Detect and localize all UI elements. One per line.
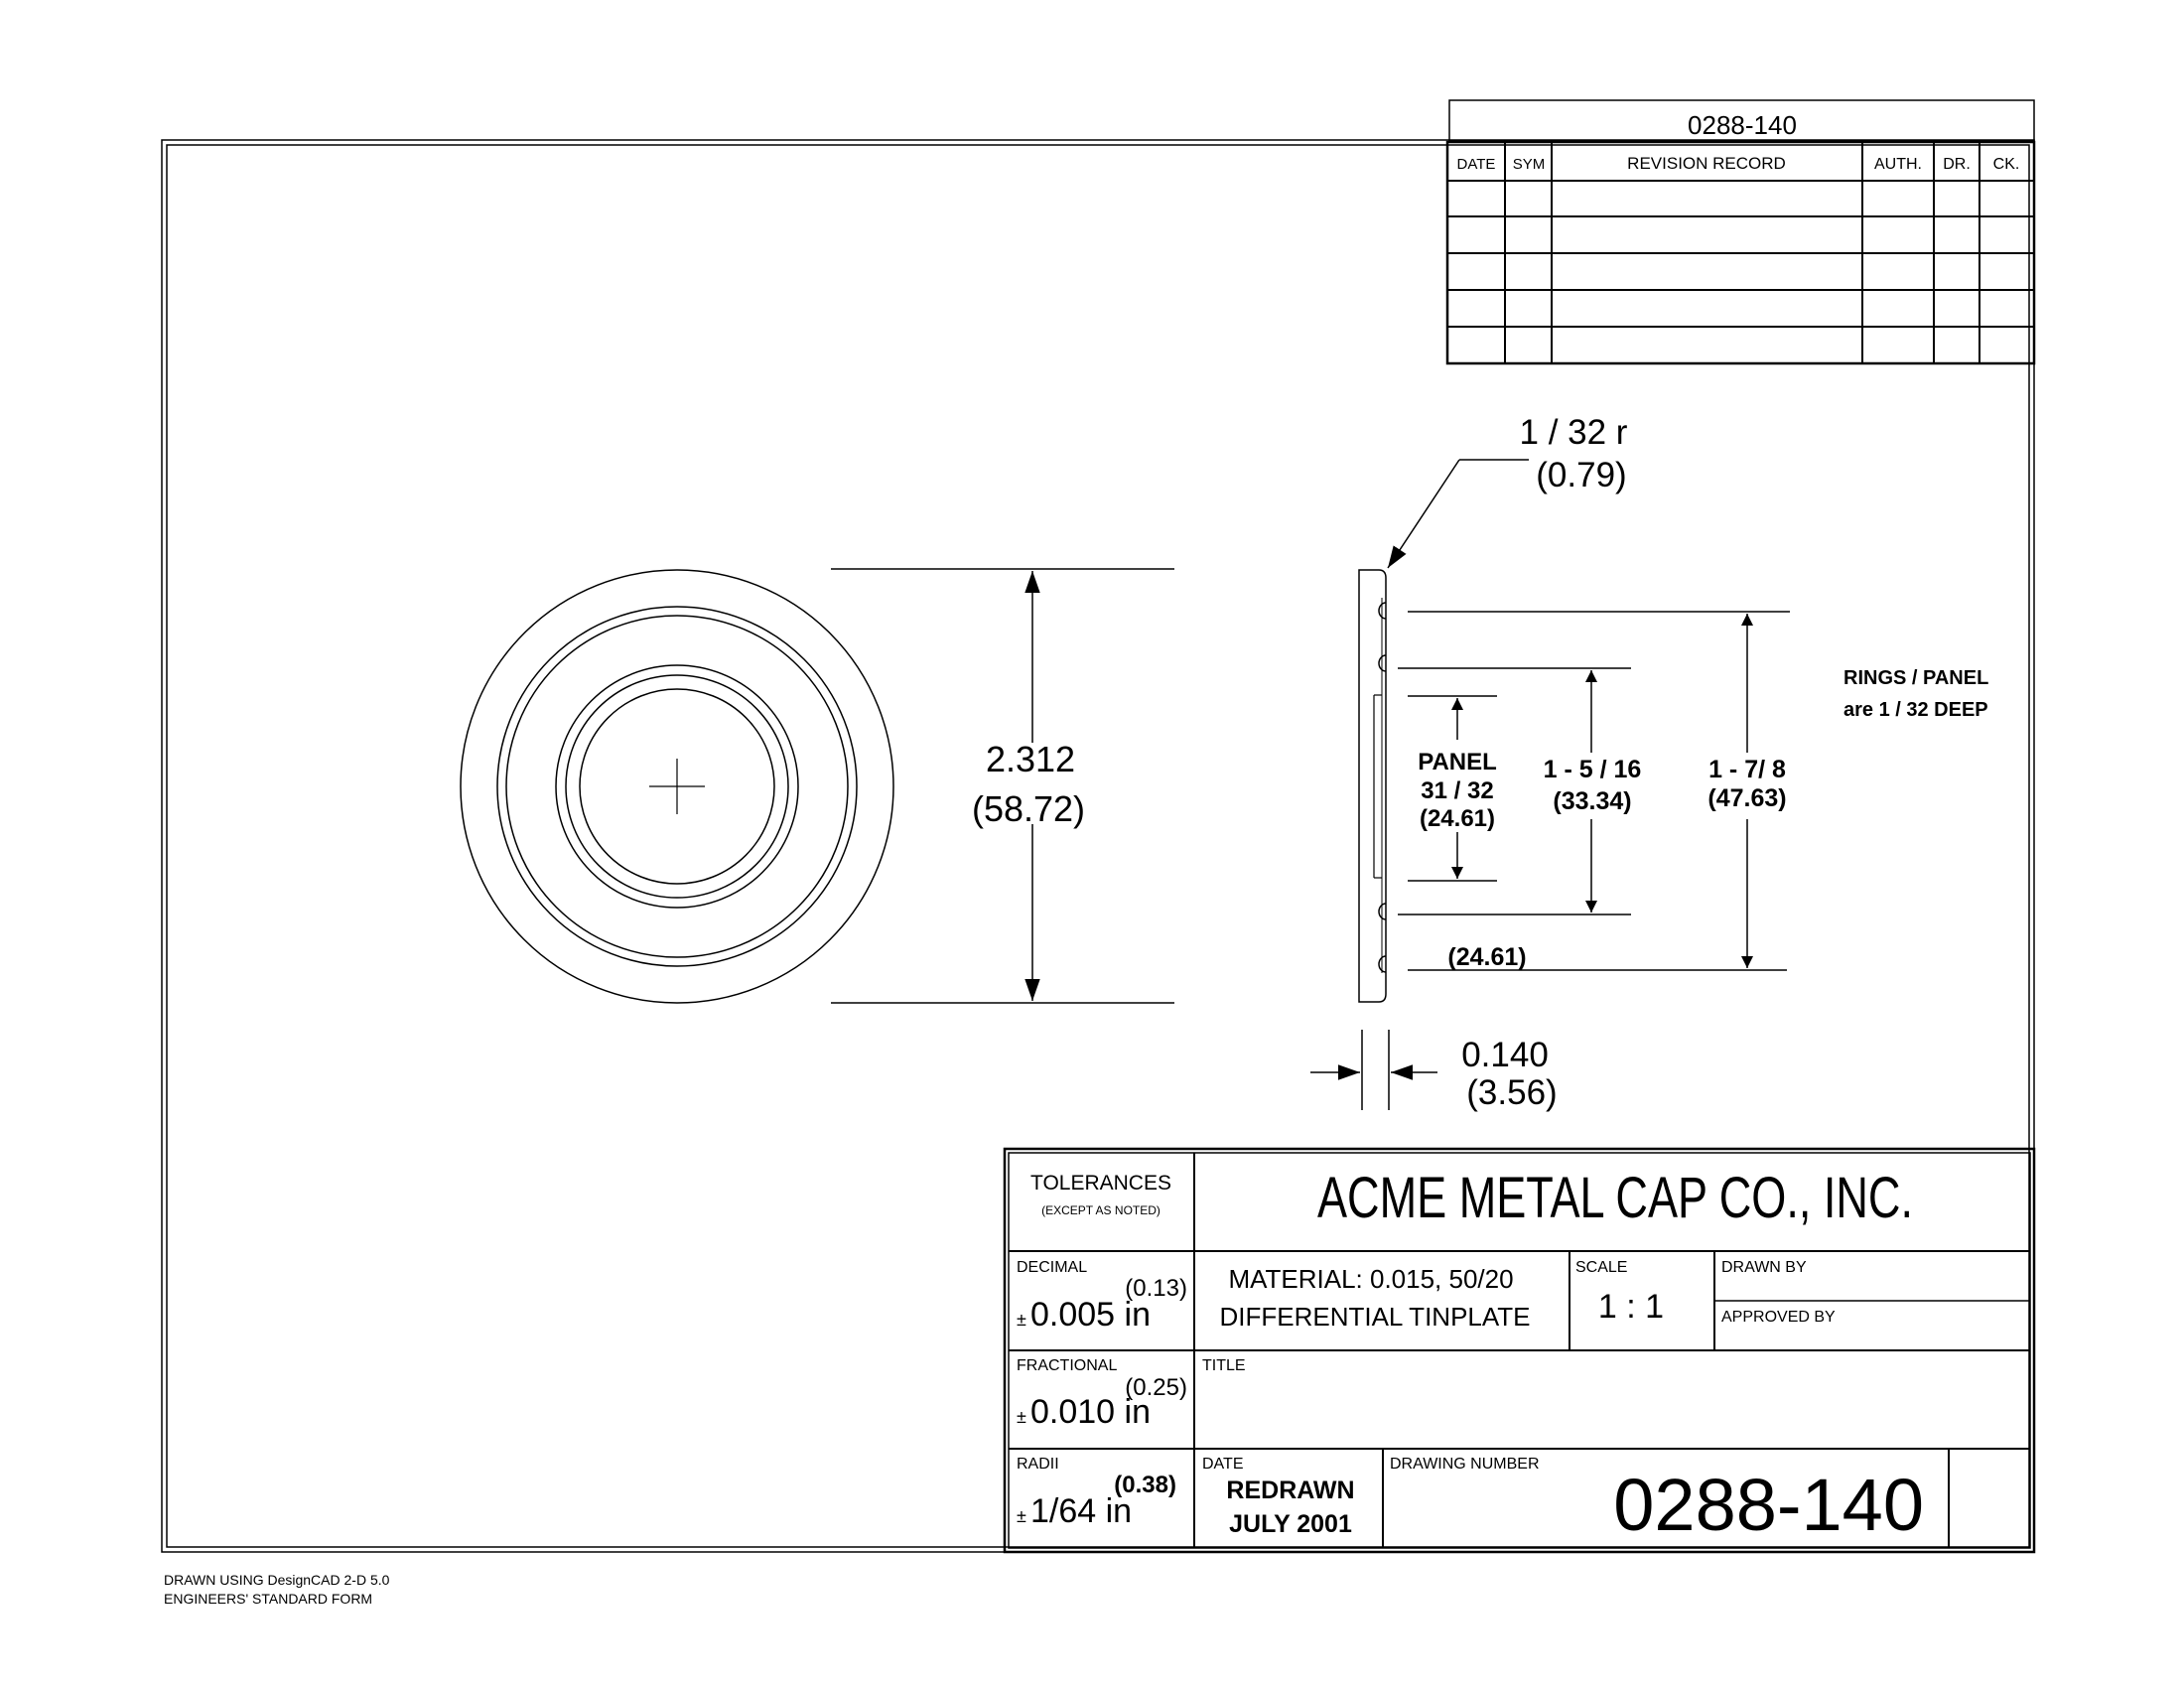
radii-label: RADII: [1017, 1456, 1059, 1473]
fractional-plusminus: ±: [1017, 1407, 1026, 1427]
material-line2: DIFFERENTIAL TINPLATE: [1219, 1302, 1531, 1332]
tolerances-label: TOLERANCES: [1030, 1172, 1171, 1195]
revision-header-dr: DR.: [1943, 156, 1971, 173]
sheet-border: [162, 140, 2034, 1552]
front-view: [461, 569, 1174, 1003]
fractional-label: FRACTIONAL: [1017, 1357, 1118, 1374]
decimal-value: 0.005 in: [1030, 1296, 1151, 1334]
radius-label: 1 / 32 r: [1519, 413, 1628, 452]
panel-label: PANEL: [1418, 749, 1497, 775]
diameter-dim-value: 2.312: [985, 739, 1076, 779]
date-label: DATE: [1202, 1456, 1244, 1473]
date-line2: JULY 2001: [1229, 1510, 1352, 1538]
diameter-dim-metric: (58.72): [971, 788, 1086, 829]
radii-plusminus: ±: [1017, 1506, 1026, 1526]
revision-header-auth: AUTH.: [1874, 156, 1922, 173]
thickness-value: 0.140: [1461, 1036, 1549, 1074]
rings-note-line2: are 1 / 32 DEEP: [1843, 699, 1988, 721]
ring1-metric: (33.34): [1553, 787, 1632, 815]
decimal-metric: (0.13): [1125, 1275, 1187, 1302]
drawing-number-label: DRAWING NUMBER: [1390, 1456, 1540, 1473]
revision-drawing-ref: 0288-140: [1688, 110, 1797, 140]
revision-header-date: DATE: [1456, 156, 1496, 173]
ring2-value: 1 - 7/ 8: [1708, 756, 1786, 783]
title-label: TITLE: [1202, 1357, 1246, 1374]
date-line1: REDRAWN: [1226, 1477, 1355, 1504]
fractional-metric: (0.25): [1125, 1374, 1187, 1401]
panel-metric: (24.61): [1419, 805, 1496, 832]
scale-value: 1 : 1: [1597, 1288, 1665, 1326]
revision-header-ck: CK.: [1992, 156, 2020, 173]
footer-line2: ENGINEERS' STANDARD FORM: [164, 1591, 373, 1607]
approved-by-label: APPROVED BY: [1721, 1309, 1836, 1326]
material-line1: MATERIAL: 0.015, 50/20: [1228, 1264, 1514, 1294]
panel-value: 31 / 32: [1421, 777, 1494, 804]
lower-metric: (24.61): [1447, 943, 1527, 971]
fractional-value: 0.010 in: [1030, 1393, 1151, 1431]
drawing-number: 0288-140: [1613, 1464, 1924, 1546]
radii-value: 1/64 in: [1030, 1492, 1133, 1530]
title-block: [1005, 1149, 2034, 1552]
radii-metric: (0.38): [1114, 1472, 1176, 1498]
thickness-metric: (3.56): [1466, 1073, 1558, 1112]
ring1-value: 1 - 5 / 16: [1543, 756, 1642, 783]
ring2-metric: (47.63): [1707, 784, 1787, 812]
tolerances-note: (EXCEPT AS NOTED): [1041, 1203, 1160, 1217]
rings-note-line1: RINGS / PANEL: [1843, 667, 1989, 689]
decimal-plusminus: ±: [1017, 1310, 1026, 1330]
radius-metric: (0.79): [1536, 456, 1627, 494]
side-view: [1310, 413, 1988, 1112]
scale-label: SCALE: [1575, 1259, 1628, 1276]
footer-line1: DRAWN USING DesignCAD 2-D 5.0: [164, 1572, 390, 1588]
drawn-by-label: DRAWN BY: [1721, 1259, 1807, 1276]
revision-header-sym: SYM: [1512, 156, 1546, 173]
revision-header-record: REVISION RECORD: [1627, 154, 1786, 173]
decimal-label: DECIMAL: [1017, 1259, 1088, 1276]
footer: [164, 1572, 390, 1607]
company-name: ACME METAL CAP CO., INC.: [1317, 1166, 1913, 1230]
